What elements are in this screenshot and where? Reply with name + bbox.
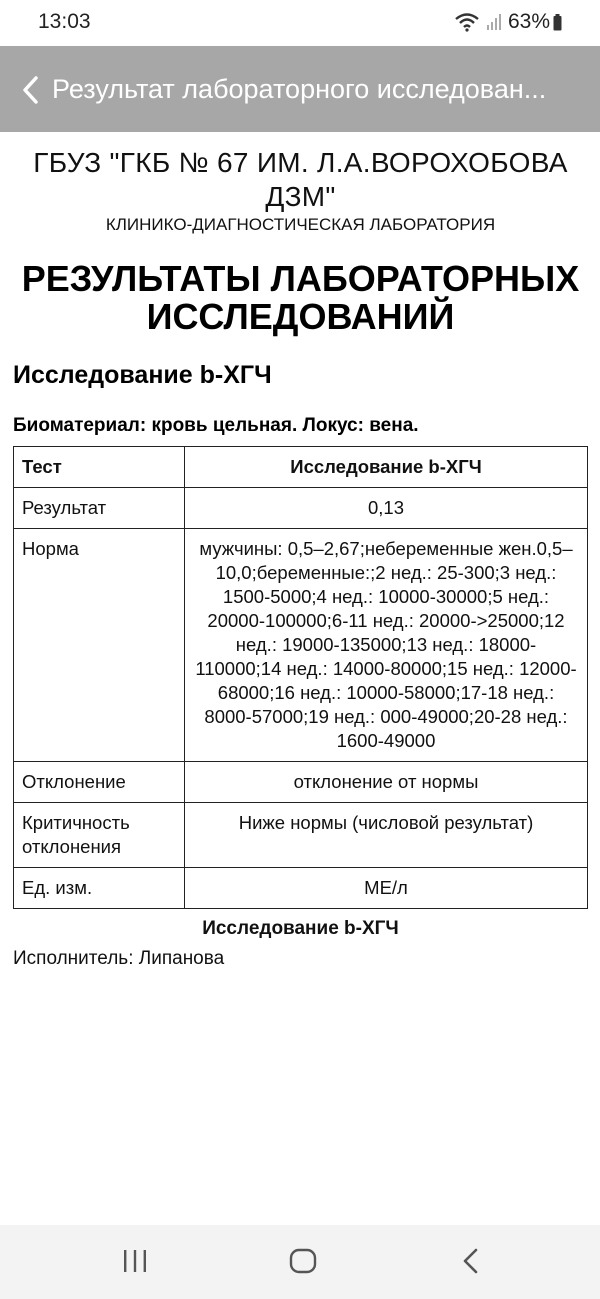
results-table bbox=[13, 446, 588, 909]
table-row bbox=[14, 803, 588, 868]
table-row bbox=[14, 529, 588, 762]
home-icon[interactable] bbox=[289, 1248, 317, 1274]
organization-name: ГБУЗ "ГКБ № 67 ИМ. Л.А.ВОРОХОБОВА ДЗМ" bbox=[33, 147, 568, 212]
status-time: 13:03 bbox=[38, 10, 91, 33]
row-label: Отклонение bbox=[14, 762, 185, 803]
status-indicators bbox=[454, 10, 550, 34]
row-label: Результат bbox=[14, 488, 185, 529]
battery-percent: 63% bbox=[507, 10, 550, 33]
row-value: Ниже нормы (числовой результат) bbox=[185, 803, 588, 868]
battery-icon bbox=[553, 14, 562, 31]
row-value: отклонение от нормы bbox=[185, 762, 588, 803]
wifi-icon bbox=[454, 12, 480, 32]
row-label: Норма bbox=[14, 529, 185, 762]
signal-icon bbox=[486, 13, 502, 31]
row-label: Критичность отклонения bbox=[14, 803, 185, 868]
biomaterial-info: Биоматериал: кровь цельная. Локус: вена. bbox=[13, 415, 419, 436]
row-value: МЕ/л bbox=[185, 868, 588, 909]
status-bar bbox=[0, 0, 600, 46]
report-content bbox=[13, 146, 588, 971]
laboratory-name: КЛИНИКО-ДИАГНОСТИЧЕСКАЯ ЛАБОРАТОРИЯ bbox=[105, 215, 496, 234]
chevron-left-icon[interactable] bbox=[20, 75, 42, 105]
footer-test-title: Исследование b-ХГЧ bbox=[202, 918, 399, 939]
document-title: РЕЗУЛЬТАТЫ ЛАБОРАТОРНЫХ ИССЛЕДОВАНИЙ bbox=[21, 258, 580, 337]
table-row bbox=[14, 488, 588, 529]
row-value: мужчины: 0,5–2,67;небеременные жен.0,5–10,0;беременные:;2 нед.: 25-300;3 нед.: 1500-5000;4 нед.: 10000-30000;5 нед.: 20000-100000;6-11 нед.: 20000->25000;12 нед.: 19000-135000;13 нед.: 18000-110000;14 нед.: 14000-80000;15 нед.: 12000-68000;16 нед.: 10000-58000;17-18 нед.: 8000-57000;19 нед.: 000-49000;20-28 нед.: 1600-49000 bbox=[185, 529, 588, 762]
recent-apps-icon[interactable] bbox=[122, 1249, 148, 1273]
table-header-row bbox=[14, 447, 588, 488]
table-row bbox=[14, 868, 588, 909]
header-label: Тест bbox=[14, 447, 185, 488]
test-heading: Исследование b-ХГЧ bbox=[13, 361, 272, 389]
performer: Исполнитель: Липанова bbox=[13, 948, 225, 969]
app-bar bbox=[0, 46, 600, 132]
row-label: Ед. изм. bbox=[14, 868, 185, 909]
row-value: 0,13 bbox=[185, 488, 588, 529]
table-row bbox=[14, 762, 588, 803]
app-title: Результат лабораторного исследован... bbox=[52, 74, 547, 104]
back-icon[interactable] bbox=[461, 1248, 481, 1274]
header-value: Исследование b-ХГЧ bbox=[185, 447, 588, 488]
